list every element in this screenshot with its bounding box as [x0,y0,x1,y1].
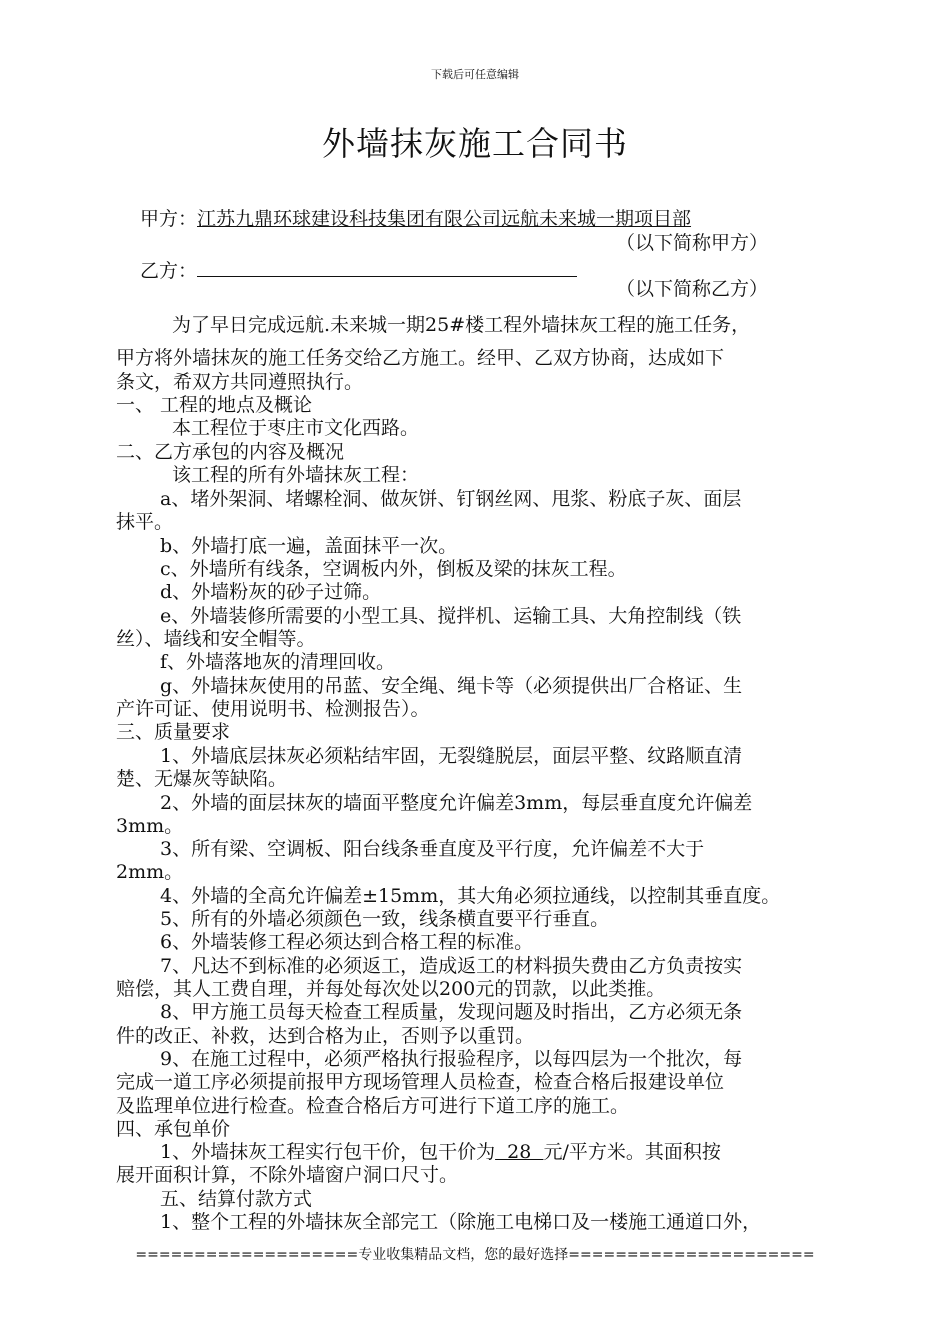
list-item: g、外墙抹灰使用的吊蓝、安全绳、绳卡等（必须提供出厂合格证、生 [160,675,743,697]
footer-note: ===================专业收集精品文档，您的最好选择===================== [135,1247,815,1263]
section-heading: 一、 工程的地点及概论 [116,394,313,416]
list-item: 1、整个工程的外墙抹灰全部完工（除施工电梯口及一楼施工通道口外， [160,1211,762,1233]
party-a-label: 甲方： [140,208,198,230]
party-a-name: 江苏九鼎环球建设科技集团有限公司远航未来城一期项目部 [197,208,692,230]
list-item [160,1143,721,1162]
section-heading: 四、承包单价 [116,1118,231,1140]
party-b-line [140,258,577,281]
list-item-cont: 抹平。 [116,511,174,533]
list-item: 3、所有梁、空调板、阳台线条垂直度及平行度，允许偏差不大于 [160,838,705,860]
paragraph-line: 为了早日完成远航.未来城一期25#楼工程外墙抹灰工程的施工任务， [172,314,751,336]
list-item: 1、外墙底层抹灰必须粘结牢固，无裂缝脱层，面层平整、纹路顺直清 [160,745,743,767]
list-item-cont: 及监理单位进行检查。检查合格后方可进行下道工序的施工。 [116,1095,630,1117]
list-item: 8、甲方施工员每天检查工程质量，发现问题及时指出，乙方必须无条 [160,1001,743,1023]
list-item: c、外墙所有线条，空调板内外，倒板及梁的抹灰工程。 [160,558,627,580]
list-item: 2、外墙的面层抹灰的墙面平整度允许偏差3mm，每层垂直度允许偏差 [160,792,753,814]
list-item-cont: 2mm。 [116,861,184,883]
list-item: 9、在施工过程中，必须严格执行报验程序，以每四层为一个批次，每 [160,1048,743,1070]
list-item: 4、外墙的全高允许偏差±15mm，其大角必须拉通线，以控制其垂直度。 [160,885,781,907]
section-heading: 五、结算付款方式 [160,1188,313,1210]
paragraph-line: 该工程的所有外墙抹灰工程： [172,464,420,486]
list-item: 6、外墙装修工程必须达到合格工程的标准。 [160,931,534,953]
list-item-cont: 丝）、墙线和安全帽等。 [116,628,316,650]
list-item: b、外墙打底一遍，盖面抹平一次。 [160,535,458,557]
list-item-cont: 楚、无爆灰等缺陷。 [116,768,288,790]
header-note: 下载后可任意编辑 [431,68,519,81]
section-heading: 三、质量要求 [116,721,231,743]
list-item-cont: 赔偿，其人工费自理，并每处每次处以200元的罚款，以此类推。 [116,978,666,1000]
list-item-cont: 展开面积计算，不除外墙窗户洞口尺寸。 [116,1164,459,1186]
unit-price-value: 28 [495,1141,544,1163]
section-heading: 二、乙方承包的内容及概况 [116,441,345,463]
party-b-label: 乙方： [140,260,198,282]
list-item: d、外墙粉灰的砂子过筛。 [160,581,382,603]
party-a-suffix: （以下简称甲方） [616,232,769,254]
list-item: 7、凡达不到标准的必须返工，造成返工的材料损失费由乙方负责按实 [160,955,743,977]
list-item: a、堵外架洞、堵螺栓洞、做灰饼、钉钢丝网、甩浆、粉底子灰、面层 [160,488,742,510]
paragraph-line: 条文，希双方共同遵照执行。 [116,371,364,393]
list-item: 5、所有的外墙必须颜色一致，线条横直要平行垂直。 [160,908,610,930]
list-item-cont: 3mm。 [116,815,184,837]
list-item: e、外墙装修所需要的小型工具、搅拌机、运输工具、大角控制线（铁 [160,605,742,627]
list-item-cont: 产许可证、使用说明书、检测报告）。 [116,698,430,720]
price-text-pre: 1、外墙抹灰工程实行包干价，包干价为 [160,1141,496,1163]
list-item: f、外墙落地灰的清理回收。 [160,651,396,673]
contract-title: 外墙抹灰施工合同书 [322,124,628,163]
paragraph-line: 甲方将外墙抹灰的施工任务交给乙方施工。经甲、乙双方协商，达成如下 [116,347,725,369]
party-b-suffix: （以下简称乙方） [616,278,769,300]
party-a-line [140,210,691,229]
list-item-cont: 件的改正、补救，达到合格为止，否则予以重罚。 [116,1025,535,1047]
list-item-cont: 完成一道工序必须提前报甲方现场管理人员检查，检查合格后报建设单位 [116,1071,725,1093]
paragraph-line: 本工程位于枣庄市文化西路。 [172,417,420,439]
price-text-post: 元/平方米。其面积按 [543,1141,721,1163]
party-b-name-blank [197,258,577,277]
